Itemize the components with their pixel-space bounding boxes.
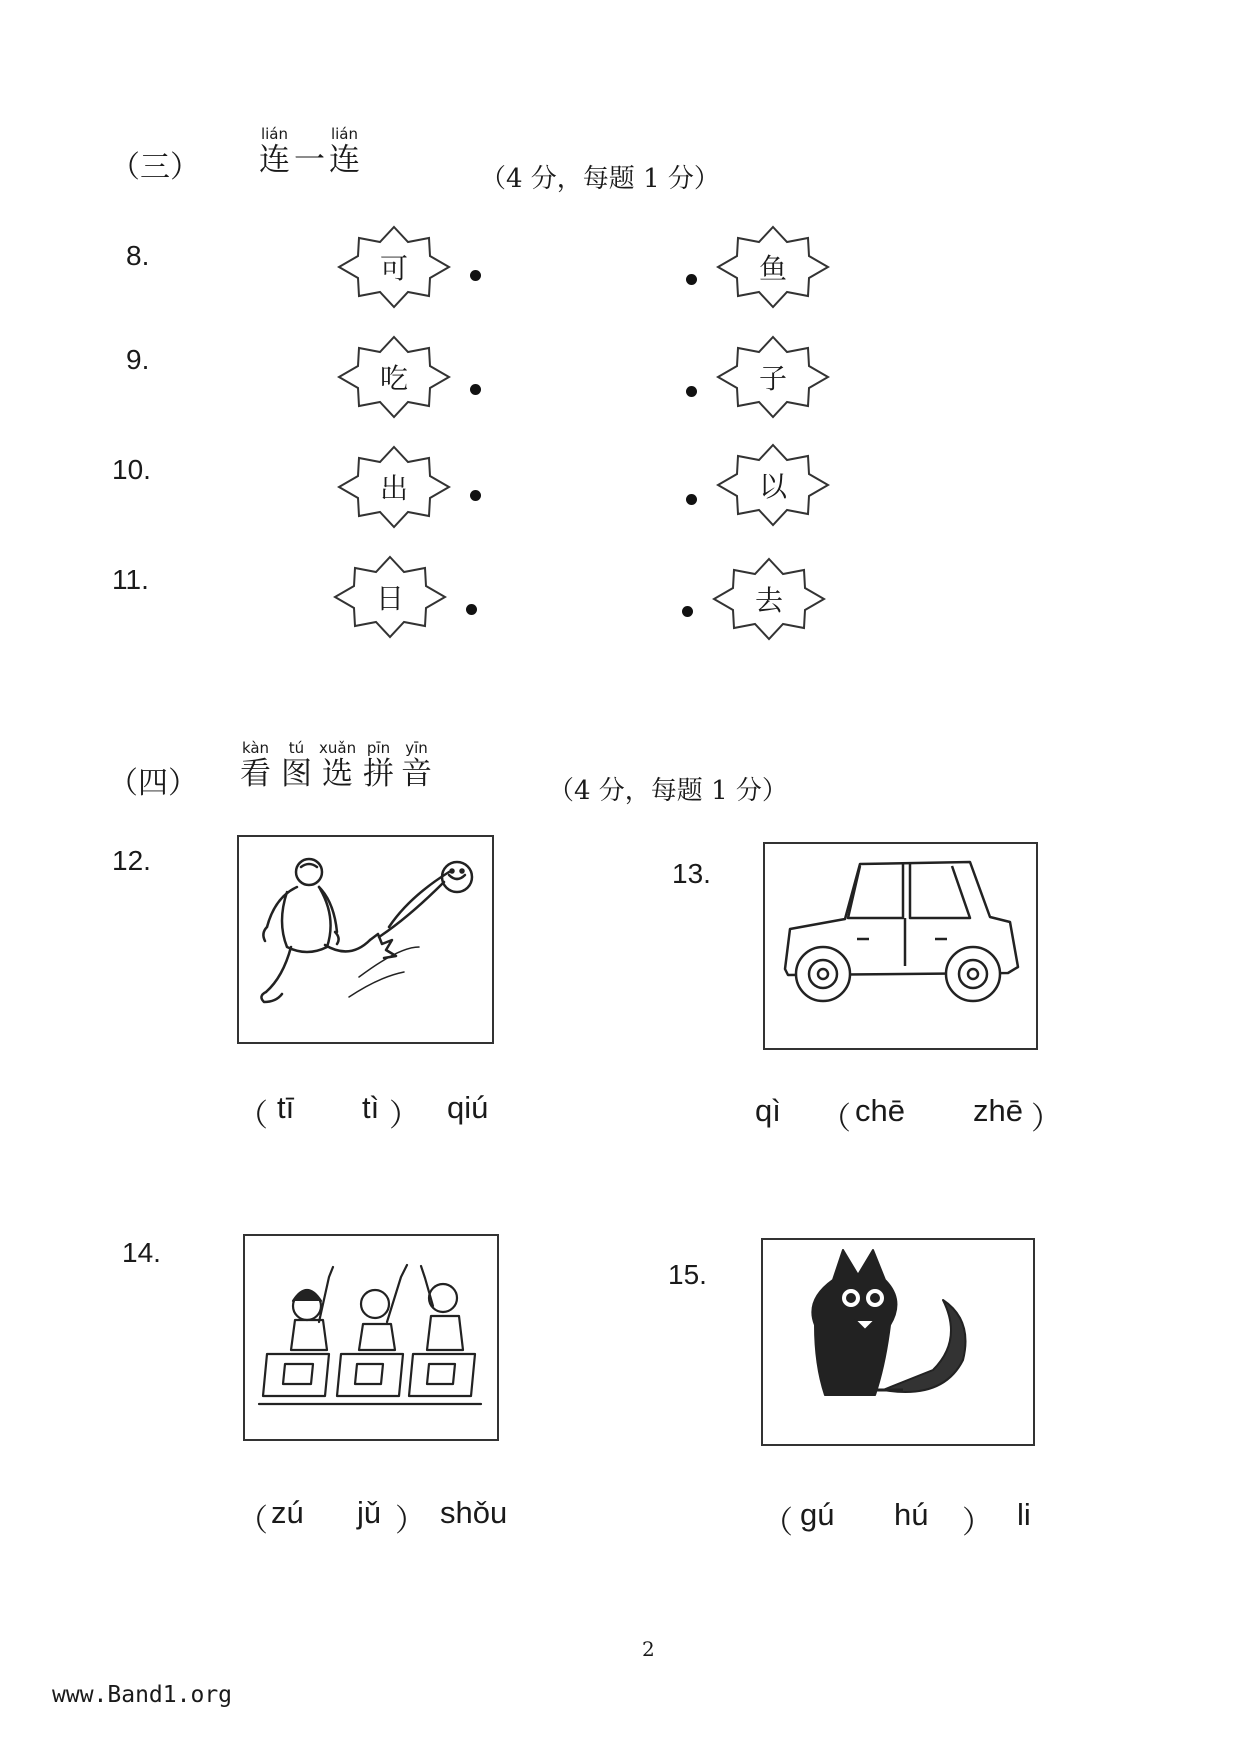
q15-number: 15. bbox=[668, 1259, 707, 1290]
q9-right-star bbox=[714, 334, 832, 420]
section3-title-char-3: lián 连 bbox=[329, 125, 360, 178]
q10-number: 10. bbox=[112, 454, 151, 485]
q10-right-dot[interactable] bbox=[686, 494, 697, 505]
q10-left-star bbox=[335, 444, 453, 530]
q15-option-2[interactable]: hú bbox=[894, 1497, 929, 1532]
q9-left-star bbox=[335, 334, 453, 420]
q9-left-char: 吃 bbox=[379, 362, 408, 395]
car-icon bbox=[765, 844, 1036, 1048]
section4-title-char-2: tú 图 bbox=[281, 739, 312, 792]
q11-left-char: 日 bbox=[375, 582, 404, 615]
q15-open-paren: （ bbox=[762, 1505, 793, 1540]
q12-choice bbox=[237, 1090, 517, 1133]
q9-right-char: 子 bbox=[758, 362, 787, 395]
q9-number: 9. bbox=[126, 344, 150, 375]
q9-right-dot[interactable] bbox=[686, 386, 697, 397]
q14-option-1[interactable]: zú bbox=[271, 1495, 304, 1530]
q13-option-2[interactable]: zhē bbox=[973, 1093, 1023, 1128]
q12-open-paren: （ bbox=[237, 1098, 268, 1133]
q13-option-1[interactable]: chē bbox=[855, 1093, 905, 1128]
q15-picture bbox=[761, 1238, 1035, 1446]
q14-number: 14. bbox=[122, 1237, 161, 1268]
q10-left-char: 出 bbox=[379, 472, 408, 505]
q12-suffix: qiú bbox=[447, 1090, 489, 1125]
q8-right-char: 鱼 bbox=[758, 252, 787, 285]
q11-left-dot[interactable] bbox=[466, 604, 477, 615]
q13-number: 13. bbox=[672, 858, 711, 889]
q8-right-star bbox=[714, 224, 832, 310]
q14-option-2[interactable]: jǔ bbox=[357, 1495, 382, 1530]
raise-hands-icon bbox=[245, 1236, 497, 1439]
section4-title-char-5: yīn 音 bbox=[401, 739, 432, 792]
q10-right-char: 以 bbox=[758, 470, 787, 503]
kick-ball-icon bbox=[239, 837, 492, 1042]
q11-number: 11. bbox=[112, 564, 149, 595]
q12-number: 12. bbox=[112, 845, 151, 876]
q13-open-paren: （ bbox=[820, 1101, 851, 1136]
q14-choice bbox=[237, 1495, 537, 1538]
q15-choice bbox=[762, 1497, 1062, 1540]
q13-picture bbox=[763, 842, 1038, 1050]
q8-left-dot[interactable] bbox=[470, 270, 481, 281]
q15-suffix: li bbox=[1017, 1497, 1031, 1532]
q14-suffix: shǒu bbox=[440, 1495, 508, 1530]
section4-number: （四） bbox=[108, 766, 198, 801]
q11-right-star bbox=[710, 556, 828, 642]
q15-close-paren: ） bbox=[962, 1505, 993, 1540]
section4-title-char-4: pīn 拼 bbox=[363, 739, 394, 792]
q8-left-star bbox=[335, 224, 453, 310]
footer-url[interactable]: www.Band1.org bbox=[52, 1682, 233, 1708]
q11-left-star bbox=[331, 554, 449, 640]
q14-close-paren: ） bbox=[395, 1503, 426, 1538]
q14-picture bbox=[243, 1234, 499, 1441]
q12-close-paren: ） bbox=[389, 1098, 420, 1133]
section4-score: （4 分，每题 1 分） bbox=[548, 776, 788, 806]
q12-option-1[interactable]: tī bbox=[277, 1090, 295, 1125]
section3-number: （三） bbox=[110, 150, 200, 185]
q12-option-2[interactable]: tì bbox=[362, 1090, 380, 1125]
q13-choice bbox=[755, 1093, 1075, 1136]
q13-prefix: qì bbox=[755, 1093, 781, 1128]
q11-right-char: 去 bbox=[754, 584, 783, 617]
q10-right-star bbox=[714, 442, 832, 528]
q11-right-dot[interactable] bbox=[682, 606, 693, 617]
fox-icon bbox=[763, 1240, 1033, 1444]
q8-right-dot[interactable] bbox=[686, 274, 697, 285]
q13-close-paren: ） bbox=[1031, 1101, 1062, 1136]
q15-option-1[interactable]: gú bbox=[800, 1497, 835, 1532]
section3-title-char-2: 一 bbox=[294, 142, 325, 178]
q8-left-char: 可 bbox=[379, 252, 408, 285]
q12-picture bbox=[237, 835, 494, 1044]
q9-left-dot[interactable] bbox=[470, 384, 481, 395]
q14-open-paren: （ bbox=[237, 1503, 268, 1538]
section3-score: （4 分，每题 1 分） bbox=[480, 164, 720, 194]
section4-title-char-1: kàn 看 bbox=[240, 739, 271, 792]
q10-left-dot[interactable] bbox=[470, 490, 481, 501]
page-number: 2 bbox=[642, 1637, 655, 1661]
section4-title-char-3: xuǎn 选 bbox=[319, 739, 357, 792]
q8-number: 8. bbox=[126, 240, 150, 271]
section3-title-char-1: lián 连 bbox=[259, 125, 290, 178]
